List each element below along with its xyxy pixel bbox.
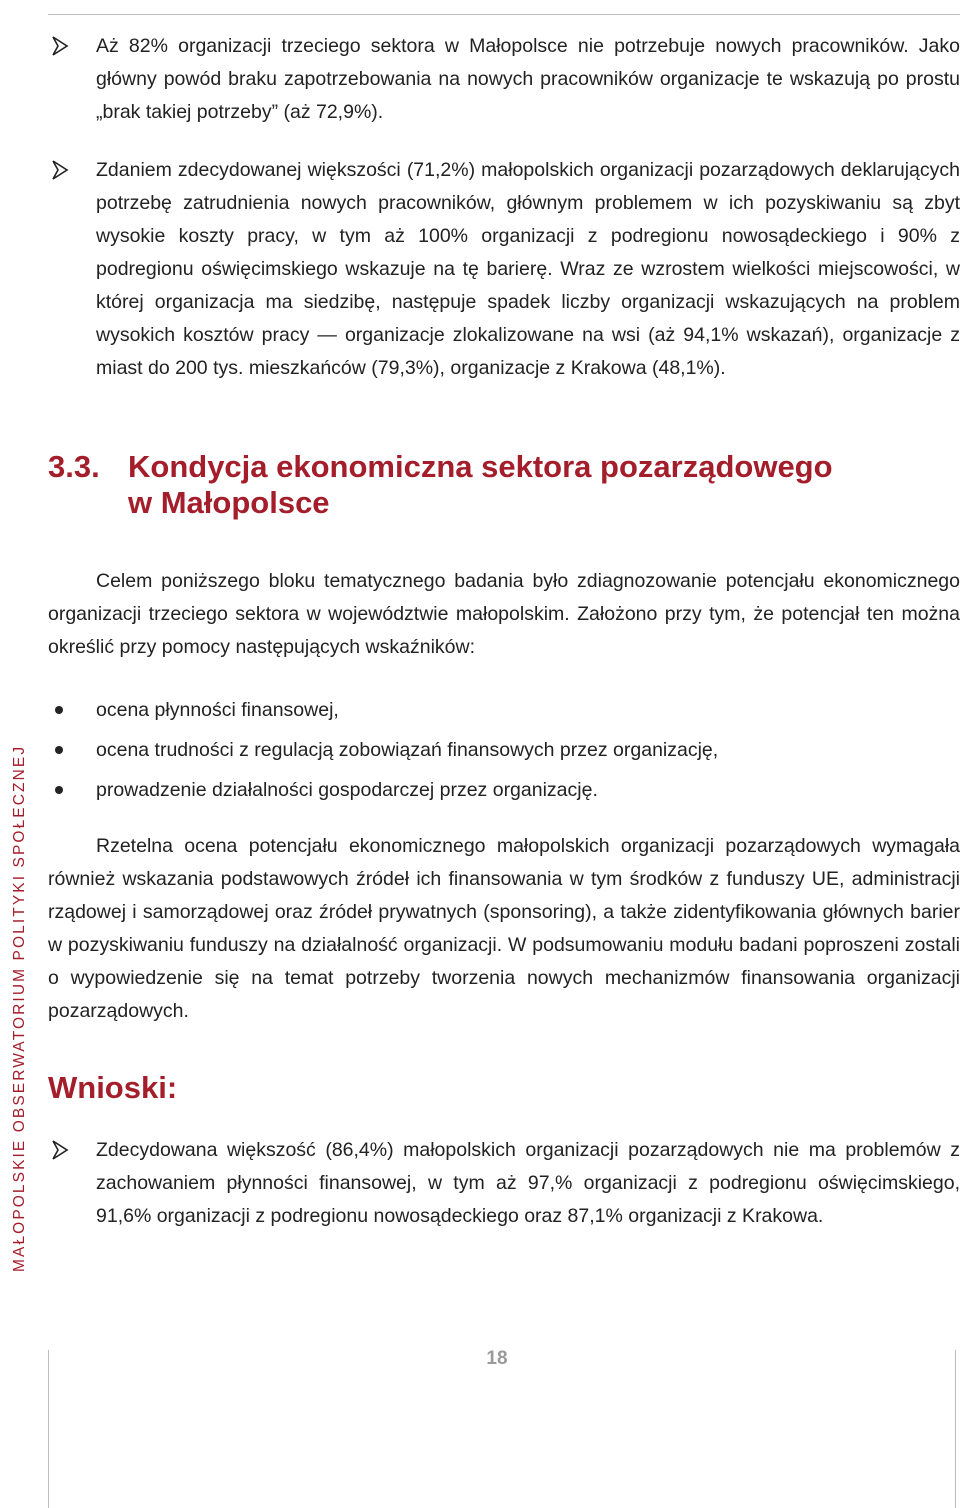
top-rule	[48, 14, 960, 15]
arrow-list-item	[48, 1134, 960, 1233]
indicator-list	[48, 690, 960, 810]
list-item	[48, 770, 960, 810]
side-series-label: MAŁOPOLSKIE OBSERWATORIUM POLITYKI SPOŁECZNEJ	[11, 744, 28, 1272]
section-title-line-2: w Małopolsce	[128, 485, 330, 520]
arrow-list-item	[48, 154, 960, 385]
section-number: 3.3.	[48, 449, 100, 484]
section-heading	[48, 449, 960, 521]
left-frame-line	[48, 1350, 49, 1508]
body-paragraph: Rzetelna ocena potencjału ekonomicznego małopolskich organizacji pozarządowych wymagała również wskazania podstawowych źródeł ich finansowania w tym środków z funduszy UE, administracji rządowej i samorządowej oraz źródeł prywatnych (sponsoring), a także zidentyfikowania głównych barier w pozyskiwaniu funduszy na działalność organizacji. W podsumowaniu modułu badani poproszeni zostali o wypowiedzenie się na temat potrzeby tworzenia nowych mechanizmów finansowania organizacji pozarządowych.	[48, 835, 960, 1022]
list-item-text: prowadzenie działalności gospodarczej przez organizację.	[96, 779, 598, 801]
arrow-list-item-text: Zdaniem zdecydowanej większości (71,2%) małopolskich organizacji pozarządowych deklarujących potrzebę zatrudnienia nowych pracowników, głównym problemem w ich pozyskiwaniu są zbyt wysokie koszty pracy, w tym aż 100% organizacji z podregionu nowosądeckiego i 90% z podregionu oświęcimskiego wskazuje na tę barierę. Wraz ze wzrostem wielkości miejscowości, w której organizacja ma siedzibę, następuje spadek liczby organizacji wskazujących na problem wysokich kosztów pracy — organizacje zlokalizowane na wsi (aż 94,1% wskazań), organizacje z miast do 200 tys. mieszkańców (79,3%), organizacje z Krakowa (48,1%).	[96, 159, 960, 379]
conclusions-heading: Wnioski:	[48, 1070, 178, 1105]
arrow-list-item	[48, 30, 960, 129]
list-item-text: ocena trudności z regulacją zobowiązań finansowych przez organizację,	[96, 739, 719, 761]
bullet-dot-icon	[55, 786, 63, 794]
right-frame-line	[955, 1350, 956, 1508]
arrow-list-item-text: Aż 82% organizacji trzeciego sektora w Małopolsce nie potrzebuje nowych pracowników. Jako główny powód braku zapotrzebowania na nowych pracowników organizacje te wskazują po prostu „brak takiej potrzeby” (aż 72,9%).	[96, 35, 960, 123]
bullet-dot-icon	[55, 706, 63, 714]
arrow-bullet-icon	[50, 1138, 70, 1162]
bullet-dot-icon	[55, 746, 63, 754]
list-item	[48, 690, 960, 730]
list-item	[48, 730, 960, 770]
arrow-bullet-icon	[50, 158, 70, 182]
arrow-bullet-icon	[50, 34, 70, 58]
intro-paragraph: Celem poniższego bloku tematycznego badania było zdiagnozowanie potencjału ekonomicznego organizacji trzeciego sektora w województwie małopolskim. Założono przy tym, że potencjał ten można określić przy pomocy następujących wskaźników:	[48, 570, 960, 658]
list-item-text: ocena płynności finansowej,	[96, 699, 339, 721]
arrow-list-item-text: Zdecydowana większość (86,4%) małopolskich organizacji pozarządowych nie ma problemów z zachowaniem płynności finansowej, w tym aż 97,% organizacji z podregionu oświęcimskiego, 91,6% organizacji z podregionu nowosądeckiego oraz 87,1% organizacji z Krakowa.	[96, 1139, 960, 1227]
page-number: 18	[486, 1348, 508, 1369]
section-title-line-1: Kondycja ekonomiczna sektora pozarządowego	[128, 449, 833, 484]
page-content	[48, 28, 960, 1233]
